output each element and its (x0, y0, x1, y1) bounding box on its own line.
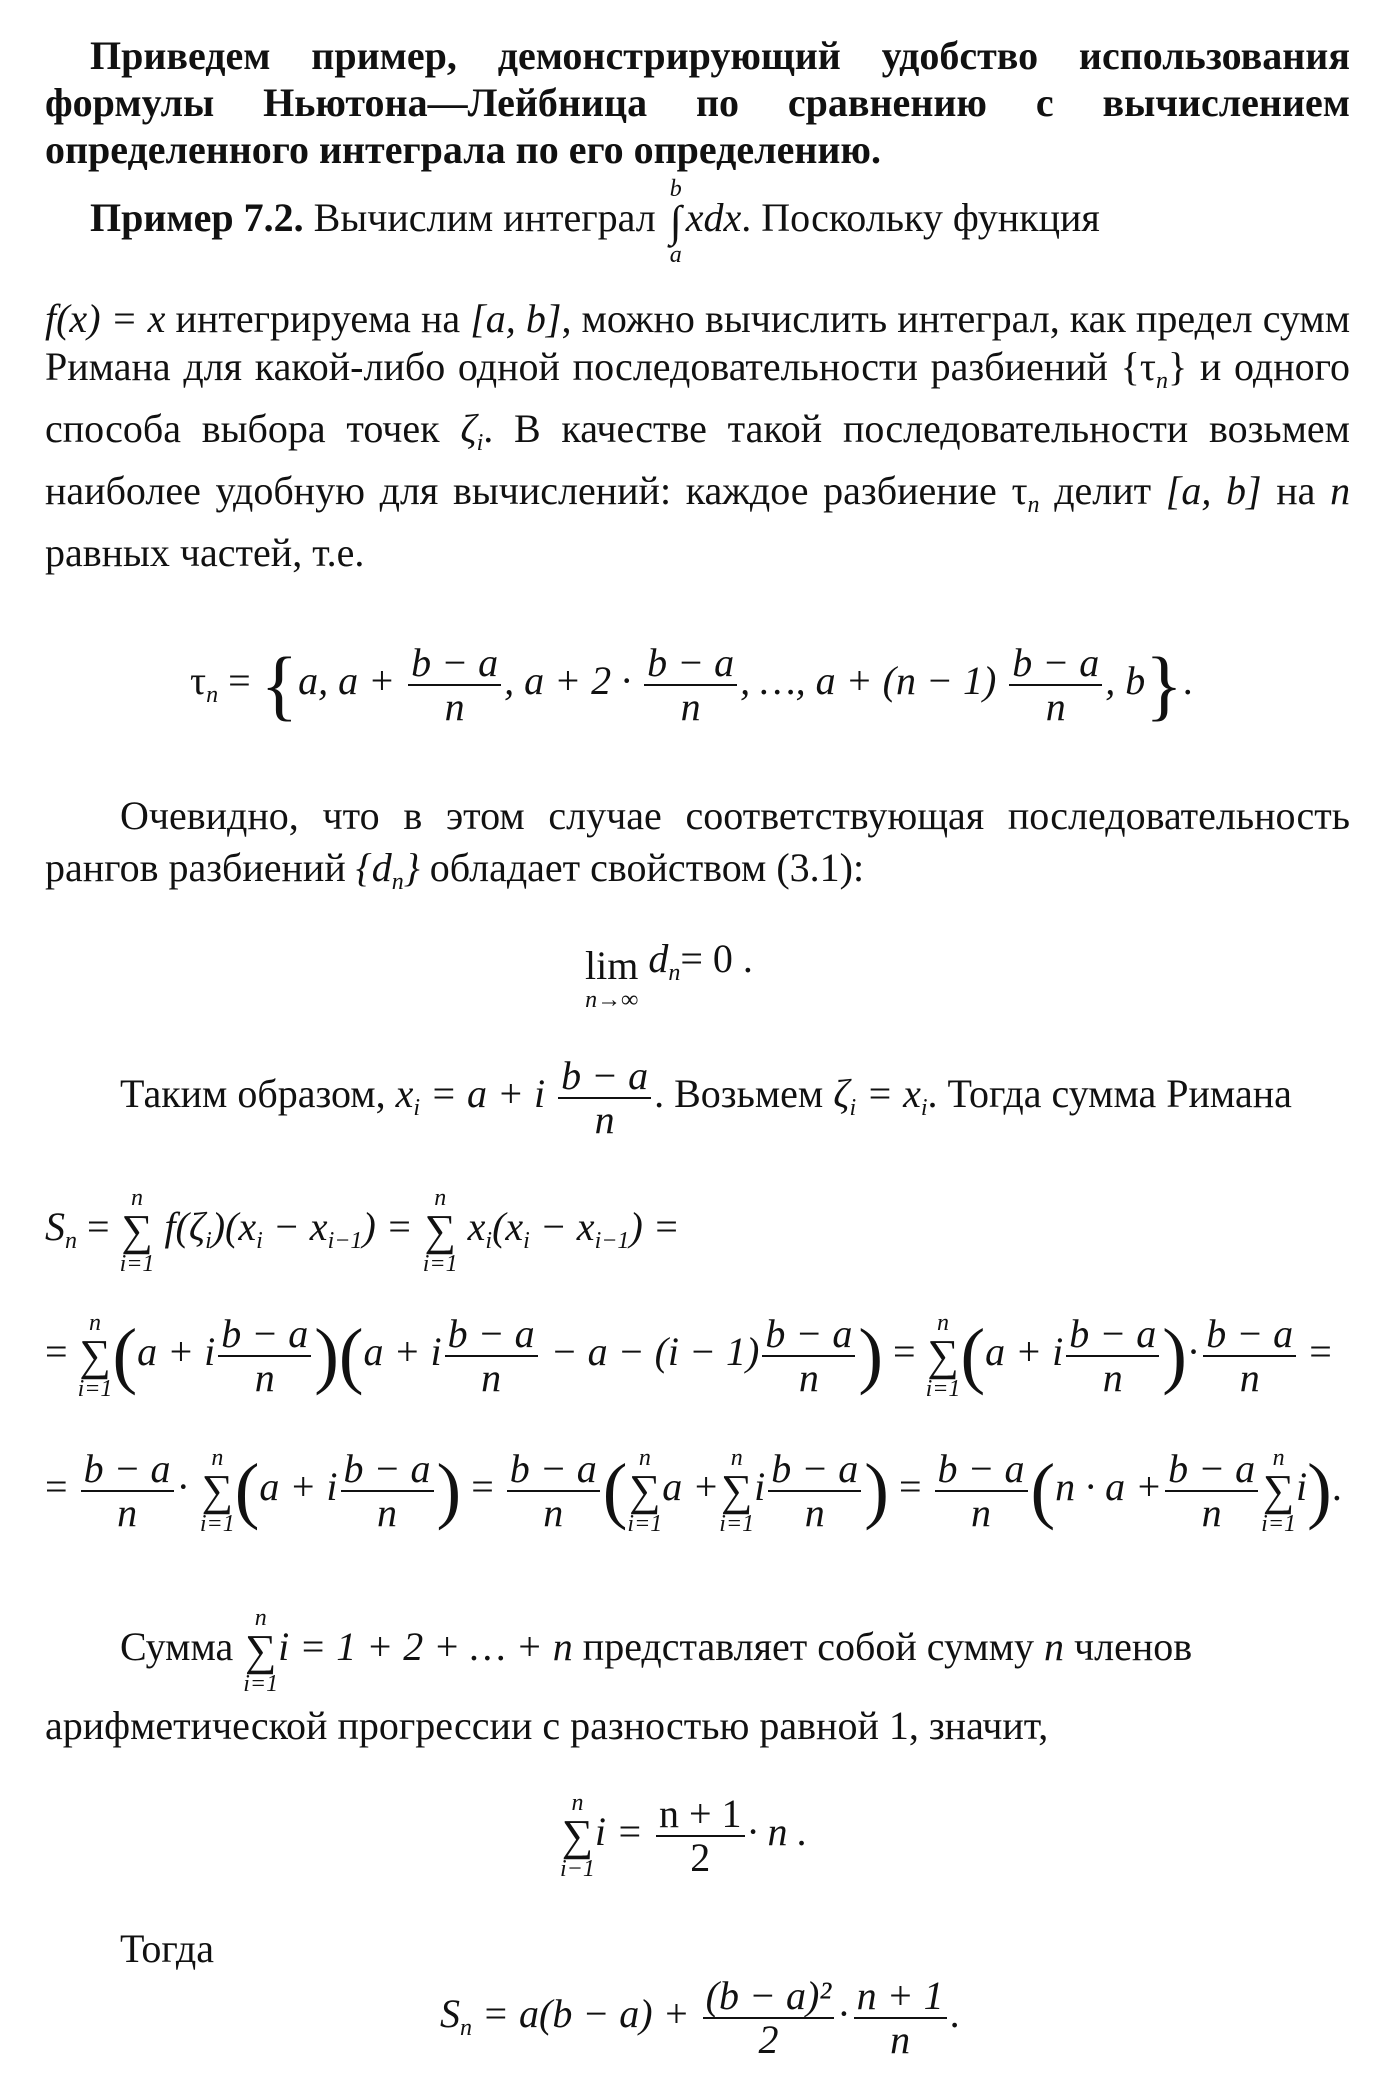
tau-end: . (1182, 658, 1193, 704)
example-label: Пример 7.2. (90, 195, 304, 241)
p2-text-f: на (1276, 468, 1316, 513)
arith-paragraph: Сумма n ∑ i=1 i = 1 + 2 + … + n представляет собой сумму n членов арифметической прогрессии с разностью равной 1, значит, (45, 1605, 1193, 1748)
intro-paragraph: Приведем пример, демонстрирующий удобство использования формулы Ньютона—Лейбница по сравнению с вычислением определенного интеграла по его определению. (45, 33, 1350, 172)
sn-part5: x (467, 1204, 486, 1250)
lim-word: lim (585, 942, 639, 988)
sn-part3: − x (262, 1204, 328, 1250)
n-var: n (1330, 468, 1351, 513)
p2-text-d: . В качестве такой последовательности возьмем наиболее удобную для вычислений: каждое разбиение (45, 406, 1350, 513)
p5-text-a: Сумма (120, 1624, 234, 1670)
sum-i-body: i = (594, 1809, 643, 1855)
final-a-part: = a(b − a) + (482, 1991, 690, 2037)
tau-frac-2: $\frac{b - a}{n}$ (644, 642, 737, 728)
sn-line-3: = $\frac{b - a}{n}$ · n ∑ i=1 (a + i $\frac{b - a}{n}$ ) = $\frac{b - a}{n}$ ( n ∑ i=1 a + n ∑ i=1 i $\frac{b - a}{n}$ ) = $\frac{b - a}{n}$ (n · a + $\frac{b - a}{n}$ n ∑ i=1 i). (45, 1445, 1342, 1537)
p2-text-b: , можно вычислить интеграл, как предел сумм Римана для какой-либо одной последовательности разбиений (45, 296, 1351, 389)
integral-upper-limit: b (669, 176, 682, 202)
sum-i-tail: · n . (747, 1809, 808, 1855)
sum-i-equation: n ∑ i−1 i = $\frac{n + 1}{2}$ · n . (560, 1790, 808, 1882)
tau-lhs: τ (190, 658, 207, 704)
p4-xi-expr: = a + i (430, 1071, 546, 1117)
tau-frac-1: $\frac{b - a}{n}$ (408, 642, 501, 728)
zeta-i: $\zeta_i$ (460, 406, 484, 456)
sn-part2: )(x (211, 1204, 257, 1250)
p5-sum-body: i = 1 + 2 + … + n (278, 1624, 573, 1670)
tau-set: $\{\tau_n\}$ (1120, 344, 1188, 394)
p2-text-c: и одного способа выбора точек (45, 344, 1351, 451)
tau-term-2: , a + 2 · (504, 658, 632, 704)
integral-symbol: b ∫ a (669, 176, 682, 268)
sn-part7: − x (529, 1204, 595, 1250)
interval-ab: [a, b] (470, 296, 562, 341)
sn-part6: (x (492, 1204, 524, 1250)
p4-zeta-expr: = x (866, 1071, 921, 1117)
sum-i-lower: i−1 (560, 1856, 595, 1882)
sn2-a-plus-i: a + i (137, 1329, 216, 1375)
riemann-paragraph: Таким образом, $x_i = a + i$ $\frac{b - a}{n}$ . Возьмем $\zeta_i = x_i$. Тогда сумма Римана (45, 1055, 1350, 1141)
final-equation: $S_n = a(b - a)$ + $\frac{\text{(b − a)²}}{2}$ · $\frac{n + 1}{n}$ . (440, 1973, 960, 2062)
rank-paragraph (45, 790, 1350, 908)
sn-part1: f(ζ (164, 1204, 206, 1250)
final-lhs: S (440, 1991, 460, 2037)
integral-expression: xdx (685, 195, 742, 241)
limit-equation: lim n→∞ $d_n= 0$ . (585, 935, 753, 1017)
tau-term-3: , …, a + (n − 1) (740, 658, 997, 704)
sn2-a-plus-i-2: a + i (363, 1329, 442, 1375)
sn-line-1: $S_n$ = n ∑ i=1 $f(\zeta_i)(x_i - x_{i-1})$ = n ∑ i=1 $x_i(x_i - x_{i-1})$ = (45, 1185, 680, 1277)
sn-part4: ) = (362, 1204, 413, 1250)
p3-text-b: обладает свойством (3.1): (429, 845, 865, 890)
example-text-2: . Поскольку функция (741, 195, 1100, 241)
then-paragraph: Тогда (120, 1926, 214, 1971)
integral-lower-limit: a (669, 242, 682, 268)
function-expr: f(x) = x (45, 296, 166, 341)
p2-text-g: равных частей, т.е. (45, 530, 365, 575)
sn2-minus-a: − a − (i − 1) (540, 1329, 760, 1375)
sn-lhs: S (45, 1204, 65, 1250)
lim-subscript: n→∞ (585, 986, 639, 1013)
sn-part8: ) = (629, 1204, 680, 1250)
lim-body: = 0 . (680, 936, 753, 981)
tau-n: $\tau_n$ (1011, 468, 1040, 518)
tau-a-term: a, a + (298, 658, 396, 704)
p2-text-a: интегрируема на (175, 296, 461, 341)
p5-text-c: членов арифметической прогрессии с разностью равной 1, значит, (45, 1624, 1193, 1748)
p2-text-e: делит (1054, 468, 1152, 513)
tau-frac-3: $\frac{b - a}{n}$ (1009, 642, 1102, 728)
interval-ab-2: [a, b] (1165, 468, 1262, 513)
d-set: $\{d_n\}$ (355, 845, 420, 895)
tau-tail: , b (1105, 658, 1146, 704)
partition-paragraph (45, 295, 1350, 577)
p3-text-a: Очевидно, что в этом случае соответствующая последовательность рангов разбиений (45, 793, 1350, 890)
p4-text-a: Таким образом, (120, 1071, 386, 1117)
example-heading-line (45, 176, 1355, 268)
p4-text-b: . Возьмем (654, 1071, 824, 1117)
p4-frac: $\frac{b - a}{n}$ (558, 1055, 651, 1141)
sn-line-2: = n ∑ i=1 (a + i $\frac{b - a}{n}$ )(a + i $\frac{b - a}{n}$ − a − (i − 1) $\frac{b - a}{n}$ ) = n ∑ i=1 (a + i $\frac{b - a}{n}$ )· $\frac{b - a}{n}$ = (45, 1310, 1332, 1402)
p4-text-c: . Тогда сумма Римана (927, 1071, 1292, 1117)
example-text-1: Вычислим интеграл (313, 195, 656, 241)
p5-text-b: представляет собой сумму (582, 1624, 1035, 1670)
tau-n-equation: $\tau_n = \{a$, a + $\frac{b - a}{n}$ , a + 2 · $\frac{b - a}{n}$ , …, a + (n − 1) $\frac{b - a}{n}$ , b}. (190, 640, 1193, 729)
